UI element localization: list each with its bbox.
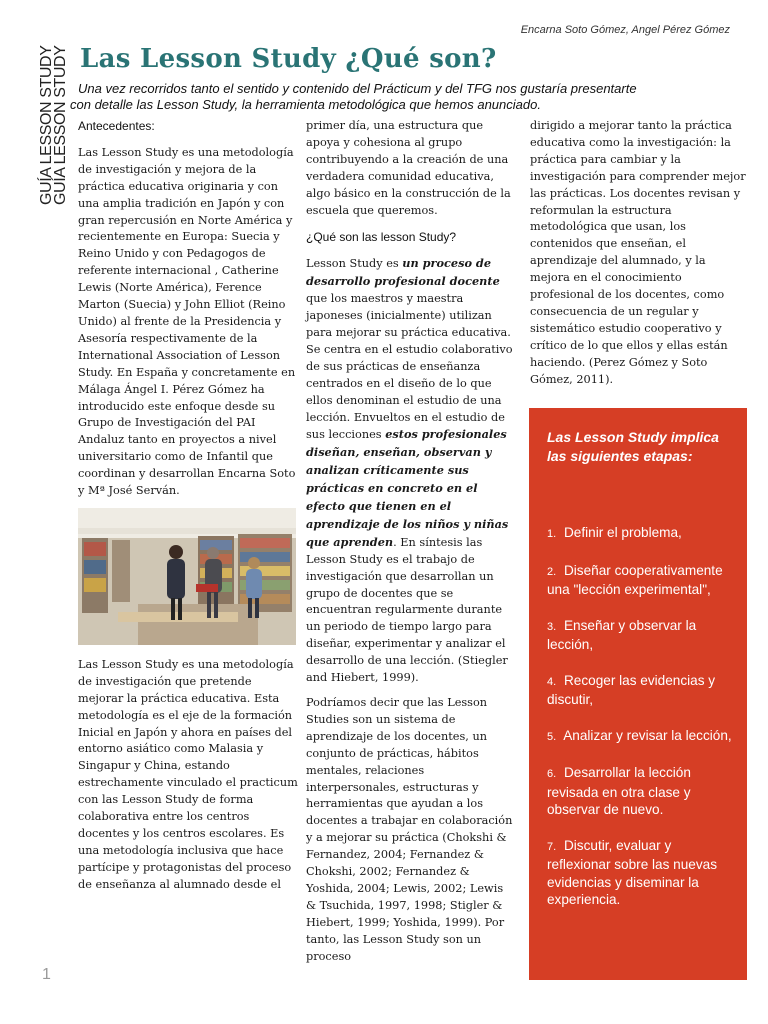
- stage-item: [547, 524, 733, 544]
- stage-item: [547, 764, 733, 819]
- stage-text: Analizar y revisar la lección,: [563, 727, 732, 743]
- column-2: [306, 118, 514, 974]
- stage-item: [547, 837, 733, 909]
- column-3: [530, 118, 748, 397]
- stage-item: [547, 672, 733, 709]
- antecedentes-paragraph: Las Lesson Study es una metodología de investigación y mejora de la práctica educativa originaria y con una amplia tradición en Japón y con gran repercusión en Norte América y recientemente en Europa: Suecia y Reino Unido y con Pedagogos de referente internacional , Catherine Lewis (Norte América), Ference Marton (Suecia) y John Elliot (Reino Unido) al frente de la Presidencia y Asesoría respectivamente de la International Association of Lesson Study. En España y concretamente en Málaga Ángel I. Pérez Gómez ha introducido este enfoque desde su Grupo de Investigación del PAI Andaluz tanto en proyectos a nivel universitario como de Infantil que coordinan y desarrollan Encarna Soto y Mª José Serván.: [78, 145, 296, 498]
- stage-number: 2.: [547, 565, 557, 578]
- definition-text-a: Lesson Study es: [306, 257, 403, 271]
- library-photo: [78, 508, 296, 645]
- intro-paragraph: [70, 81, 728, 113]
- side-label: [36, 45, 72, 205]
- what-are-heading: ¿Qué son las lesson Study?: [306, 230, 457, 245]
- stage-number: 4.: [547, 675, 557, 688]
- stage-item: [547, 562, 733, 599]
- definition-text-c: que los maestros y maestra japoneses (inicialmente) utilizan para mejorar su práctica educativa. Se centra en el estudio colaborativo de sus prácticas de enseñanza centrados en el diseño de lo que ellos denominan el estudio de una lección. Envueltos en el estudio de sus lecciones: [306, 292, 513, 442]
- intro-line-1: Una vez recorridos tanto el sentido y contenido del Prácticum y del TFG nos gustaría presentarte: [78, 81, 637, 96]
- stages-list: [547, 524, 733, 909]
- learning-system-paragraph: Podríamos decir que las Lesson Studies son un sistema de aprendizaje de los docentes, un conjunto de prácticas, hábitos mentales, relaciones interpersonales, estructuras y herramientas que ayudan a los docentes a trabajar en colaboración y a mejorar su práctica (Chokshi & Fernandez, 2004; Fernandez & Chokshi, 2002; Fernandez & Yoshida, 2004; Lewis, 2002; Lewis & Tsuchida, 1997, 1998; Stigler & Hiebert, 1999; Yoshida, 1999). Por tanto, las Lesson Study son un proceso: [306, 696, 513, 963]
- page-title: Las Lesson Study ¿Qué son?: [80, 44, 497, 74]
- stage-number: 6.: [547, 768, 557, 780]
- improvement-paragraph: dirigido a mejorar tanto la práctica educativa como la investigación: la práctica para cambiar y la investigación para comprender mejor las prácticas. Los docentes revisan y reformulan la estructura metodológica que usan, los contenidos que enseñan, el aprendizaje del alumnado, y la mejora en el conocimiento profesional de los docentes, como consecuencia de un regular y sistemático estudio cooperativo y crítico de lo que ellos y ellas están haciendo. (Perez Gómez y Soto Gómez, 2011).: [530, 119, 746, 386]
- page-number: 1: [42, 966, 51, 983]
- stage-text: Diseñar cooperativamente una "lección experimental",: [547, 562, 723, 597]
- stages-callout: [529, 408, 747, 980]
- stage-number: 5.: [547, 730, 557, 743]
- definition-emphasis-2: estos profesionales diseñan, enseñan, observan y analizan críticamente sus prácticas en concreto en el efecto que tienen en el aprendizaje de los niños y niñas que aprenden: [306, 427, 509, 549]
- intro-line-2: con detalle las Lesson Study, la herramienta metodológica que hemos anunciado.: [70, 97, 541, 112]
- methodology-paragraph: Las Lesson Study es una metodología de investigación que pretende mejorar la práctica educativa. Esta metodología es el eje de la formación Inicial en Japón y ahora en países del entorno asiático como Malasia y Singapur y China, estando estrechamente vinculado el practicum con las Lesson Study de forma colaborativa entre los centros docentes y los centros escolares. Es una metodología inclusiva que hace partícipe y protagonistas del proceso de enseñanza al alumnado desde el: [78, 657, 298, 891]
- definition-emphasis-1: un proceso de desarrollo profesional docente: [306, 256, 500, 289]
- column-1: [78, 118, 300, 902]
- community-paragraph: primer día, una estructura que apoya y cohesiona al grupo contribuyendo a la creación de una verdadera comunidad educativa, algo básico en la construcción de la escuela que queremos.: [306, 119, 511, 217]
- definition-paragraph: [306, 255, 514, 687]
- side-label-line-2: GUÍA LESSON STUDY: [52, 45, 69, 205]
- stage-number: 1.: [547, 528, 557, 540]
- stage-number: 7.: [547, 840, 557, 853]
- stage-number: 3.: [547, 620, 557, 633]
- definition-text-e: . En síntesis las Lesson Study es el trabajo de investigación que desarrollan un grupo de docentes que se encuentran regularmente durante un periodo de tiempo largo para diseñar, experimentar y analizar el desarrollo de una lección. (Stiegler and Hiebert, 1999).: [306, 535, 508, 685]
- stage-text: Definir el problema,: [563, 525, 682, 540]
- stage-item: [547, 727, 733, 747]
- stages-callout-title: Las Lesson Study implica las siguientes etapas:: [547, 429, 719, 464]
- stage-text: Recoger las evidencias y discutir,: [547, 672, 716, 707]
- stage-text: Desarrollar la lección revisada en otra clase y observar de nuevo.: [547, 765, 691, 817]
- library-photo-illustration: [78, 508, 296, 645]
- side-label-line-1: GUÍA LESSON STUDY: [38, 45, 55, 205]
- stage-text: Discutir, evaluar y reflexionar sobre las nuevas evidencias y diseminar la experiencia.: [547, 837, 718, 907]
- stage-item: [547, 617, 733, 654]
- antecedentes-heading: Antecedentes:: [78, 119, 155, 133]
- stage-text: Enseñar y observar la lección,: [547, 617, 697, 652]
- authors-line: Encarna Soto Gómez, Angel Pérez Gómez: [520, 24, 730, 36]
